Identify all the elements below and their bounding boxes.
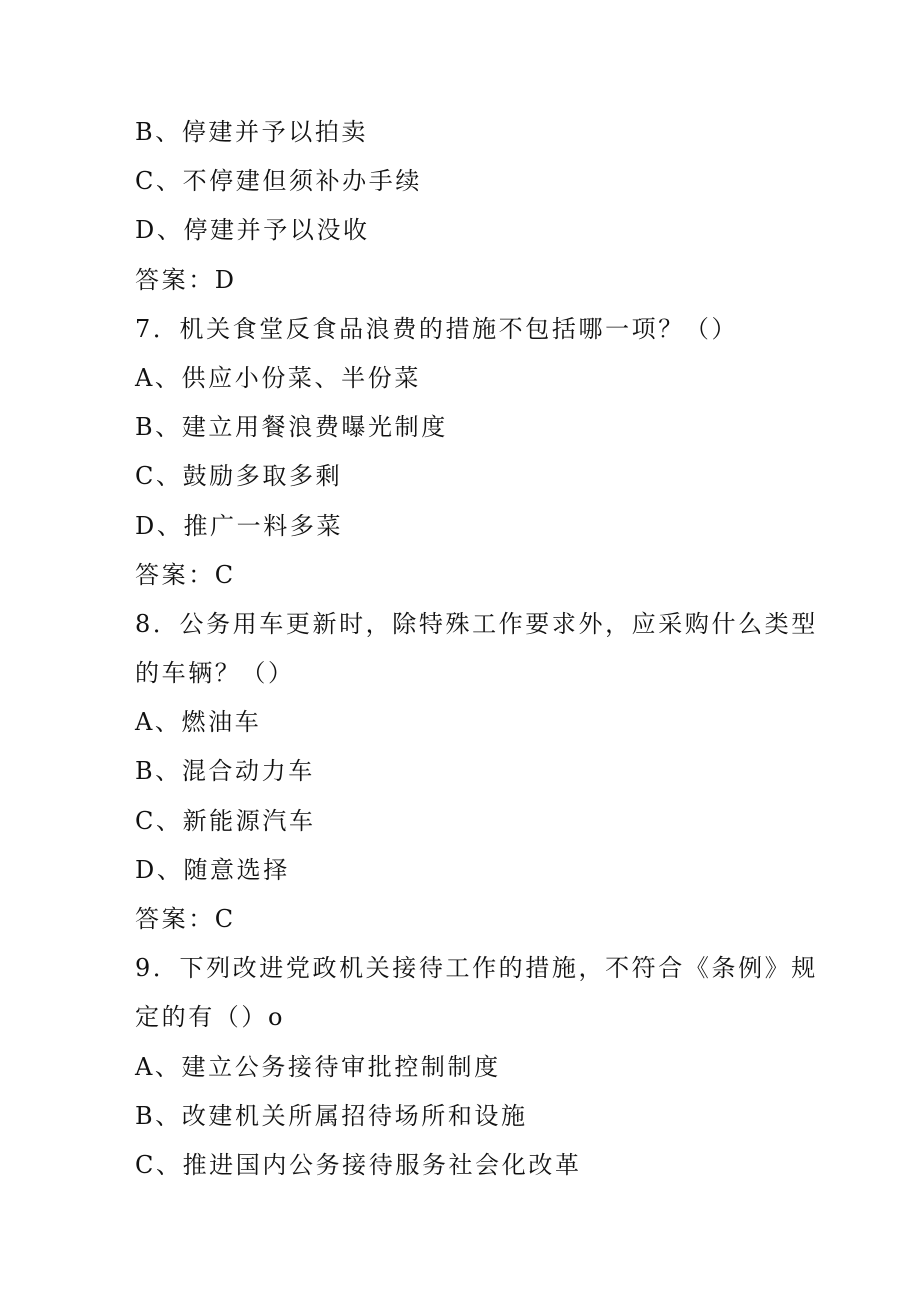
q9-option-c: C、推进国内公务接待服务社会化改革	[135, 1150, 582, 1179]
q8-question-line-2: 的车辆？（）	[135, 659, 295, 688]
q7-question: 7．机关食堂反食品浪费的措施不包括哪一项？（）	[135, 314, 739, 343]
q6-answer: 答案：D	[135, 265, 237, 294]
q6-option-b: B、停建并予以拍卖	[135, 118, 369, 146]
q7-answer: 答案：C	[135, 560, 236, 589]
q6-option-d: D、停建并予以没收	[135, 216, 370, 245]
q6-option-c: C、不停建但须补办手续	[135, 167, 422, 196]
q9-question-line-2: 定的有（）o	[135, 1003, 286, 1032]
q7-option-d: D、推广一料多菜	[135, 511, 344, 540]
q8-option-d: D、随意选择	[135, 855, 290, 884]
q9-option-a: A、建立公务接待审批控制制度	[135, 1052, 501, 1081]
q7-option-c: C、鼓励多取多剩	[135, 462, 343, 491]
q8-option-b: B、混合动力车	[135, 757, 315, 786]
q7-option-a: A、供应小份菜、半份菜	[135, 363, 421, 392]
q8-option-c: C、新能源汽车	[135, 806, 316, 835]
q8-option-a: A、燃油车	[135, 708, 262, 737]
q9-option-b: B、改建机关所属招待场所和设施	[135, 1101, 528, 1130]
q9-question-line-1: 9．下列改进党政机关接待工作的措施，不符合《条例》规	[135, 954, 818, 983]
q8-answer: 答案：C	[135, 905, 236, 933]
q8-question-line-1: 8．公务用车更新时，除特殊工作要求外，应采购什么类型	[135, 609, 818, 638]
q7-option-b: B、建立用餐浪费曝光制度	[135, 413, 448, 442]
document-page	[135, 108, 818, 1190]
